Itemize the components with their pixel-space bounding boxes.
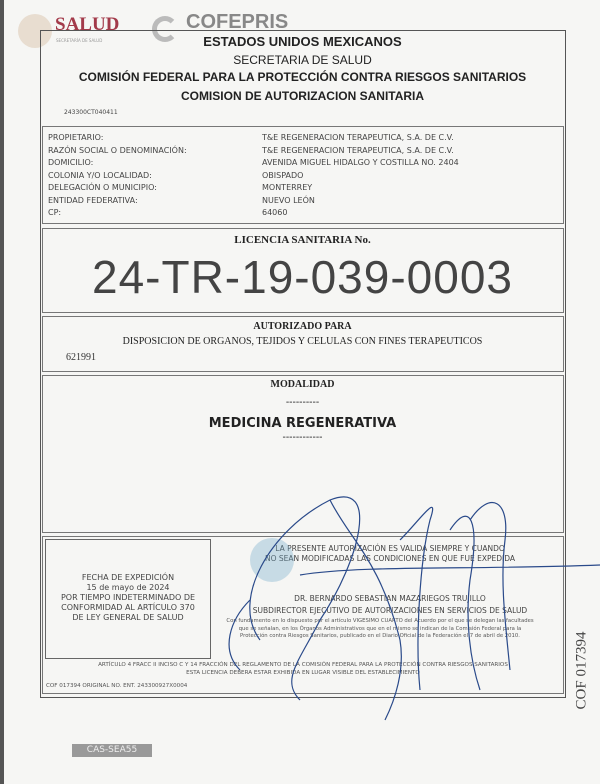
owner-field-label: DOMICILIO: [48, 158, 94, 167]
owner-field-value: AVENIDA MIGUEL HIDALGO Y COSTILLA NO. 2404 [262, 158, 459, 167]
owner-field-label: COLONIA Y/O LOCALIDAD: [48, 170, 152, 180]
owner-field-value: OBISPADO [262, 170, 304, 180]
issue-law: DE LEY GENERAL DE SALUD [72, 613, 184, 622]
modality-value: MEDICINA REGENERATIVA [208, 416, 397, 431]
footer-line2: ESTA LICENCIA DEBERA ESTAR EXHIBIDA EN LUGAR VISIBLE DEL ESTABLECIMIENTO [186, 670, 420, 676]
owner-field-label: RAZÓN SOCIAL O DENOMINACIÓN: [48, 145, 187, 155]
salud-logo-subtext: SECRETARÍA DE SALUD [56, 38, 103, 43]
owner-field-value: MONTERREY [262, 183, 313, 192]
owner-field-label: PROPIETARIO: [48, 133, 104, 142]
footer-line3: COF 017394 ORIGINAL NO. ENT. 243300927X0004 [46, 683, 188, 689]
owner-field-label: DELEGACIÓN O MUNICIPIO: [48, 183, 157, 192]
header-line2: SECRETARIA DE SALUD [233, 53, 372, 67]
signer-title: SUBDIRECTOR EJECUTIVO DE AUTORIZACIONES EN SERVICIOS DE SALUD [252, 606, 528, 615]
owner-field-value: T&E REGENERACION TERAPEUTICA, S.A. DE C.V. [262, 133, 454, 142]
authorized-code: 621991 [66, 352, 96, 363]
signer-note: Con fundamento en lo dispuesto por el artículo VIGESIMO CUARTO del Acuerdo por el que se delegan las facultades que se señalan, en los Órganos Administrativos que en el mismo se indican de la Comisión Federal para la Protección contra Riesgos Sanitarios, publicado en el Diario Oficial de la Federación el 7 de abril de 2010. [226, 618, 534, 639]
issue-label: FECHA DE EXPEDICIÓN [81, 573, 175, 582]
validity-line1: LA PRESENTE AUTORIZACIÓN ES VALIDA SIEMPRE Y CUANDO [275, 544, 505, 553]
modality-title: MODALIDAD [270, 379, 335, 390]
cofepris-logo-text: COFEPRIS [186, 11, 289, 33]
header-line4: COMISION DE AUTORIZACION SANITARIA [180, 89, 425, 103]
header-line3: COMISIÓN FEDERAL PARA LA PROTECCIÓN CONTRA RIESGOS SANITARIOS [78, 70, 527, 84]
issue-term: POR TIEMPO INDETERMINADO DE [60, 593, 196, 602]
license-number: 24-TR-19-039-0003 [91, 251, 513, 303]
authorized-title: AUTORIZADO PARA [253, 321, 352, 332]
issue-article: CONFORMIDAD AL ARTÍCULO 370 [61, 603, 195, 612]
header-line1: ESTADOS UNIDOS MEXICANOS [203, 34, 402, 49]
issue-date: 15 de mayo de 2024 [86, 583, 170, 592]
license-title: LICENCIA SANITARIA No. [234, 234, 371, 246]
footer-line1: ARTÍCULO 4 FRACC II INCISO C Y 14 FRACCIÓN DEL REGLAMENTO DE LA COMISIÓN FEDERAL PARA LA PROTECCIÓN CONTRA RIESGOS SANITARIOS [98, 662, 508, 668]
owner-field-value: NUEVO LEÓN [262, 195, 315, 205]
header-code: 243300CT040411 [64, 109, 118, 116]
salud-logo-text: SALUD [55, 14, 120, 35]
folio-number: COF 017394 [573, 631, 590, 710]
validity-line2: NO SEAN MODIFICADAS LAS CONDICIONES EN QUE FUE EXPEDIDA [265, 554, 515, 563]
modality-dashes-2: ------------ [282, 432, 323, 443]
owner-field-label: CP: [48, 208, 62, 217]
owner-field-value: T&E REGENERACION TERAPEUTICA, S.A. DE C.V. [262, 145, 454, 155]
owner-field-value: 64060 [262, 208, 288, 217]
signer-name: DR. BERNARDO SEBASTIAN MAZARIEGOS TRUJILLO [294, 594, 486, 603]
owner-field-label: ENTIDAD FEDERATIVA: [48, 195, 138, 205]
modality-dashes: ---------- [285, 397, 320, 408]
form-code-label: CAS-SEA55 [72, 744, 152, 757]
authorized-text: DISPOSICION DE ORGANOS, TEJIDOS Y CELULAS CON FINES TERAPEUTICOS [122, 336, 483, 347]
